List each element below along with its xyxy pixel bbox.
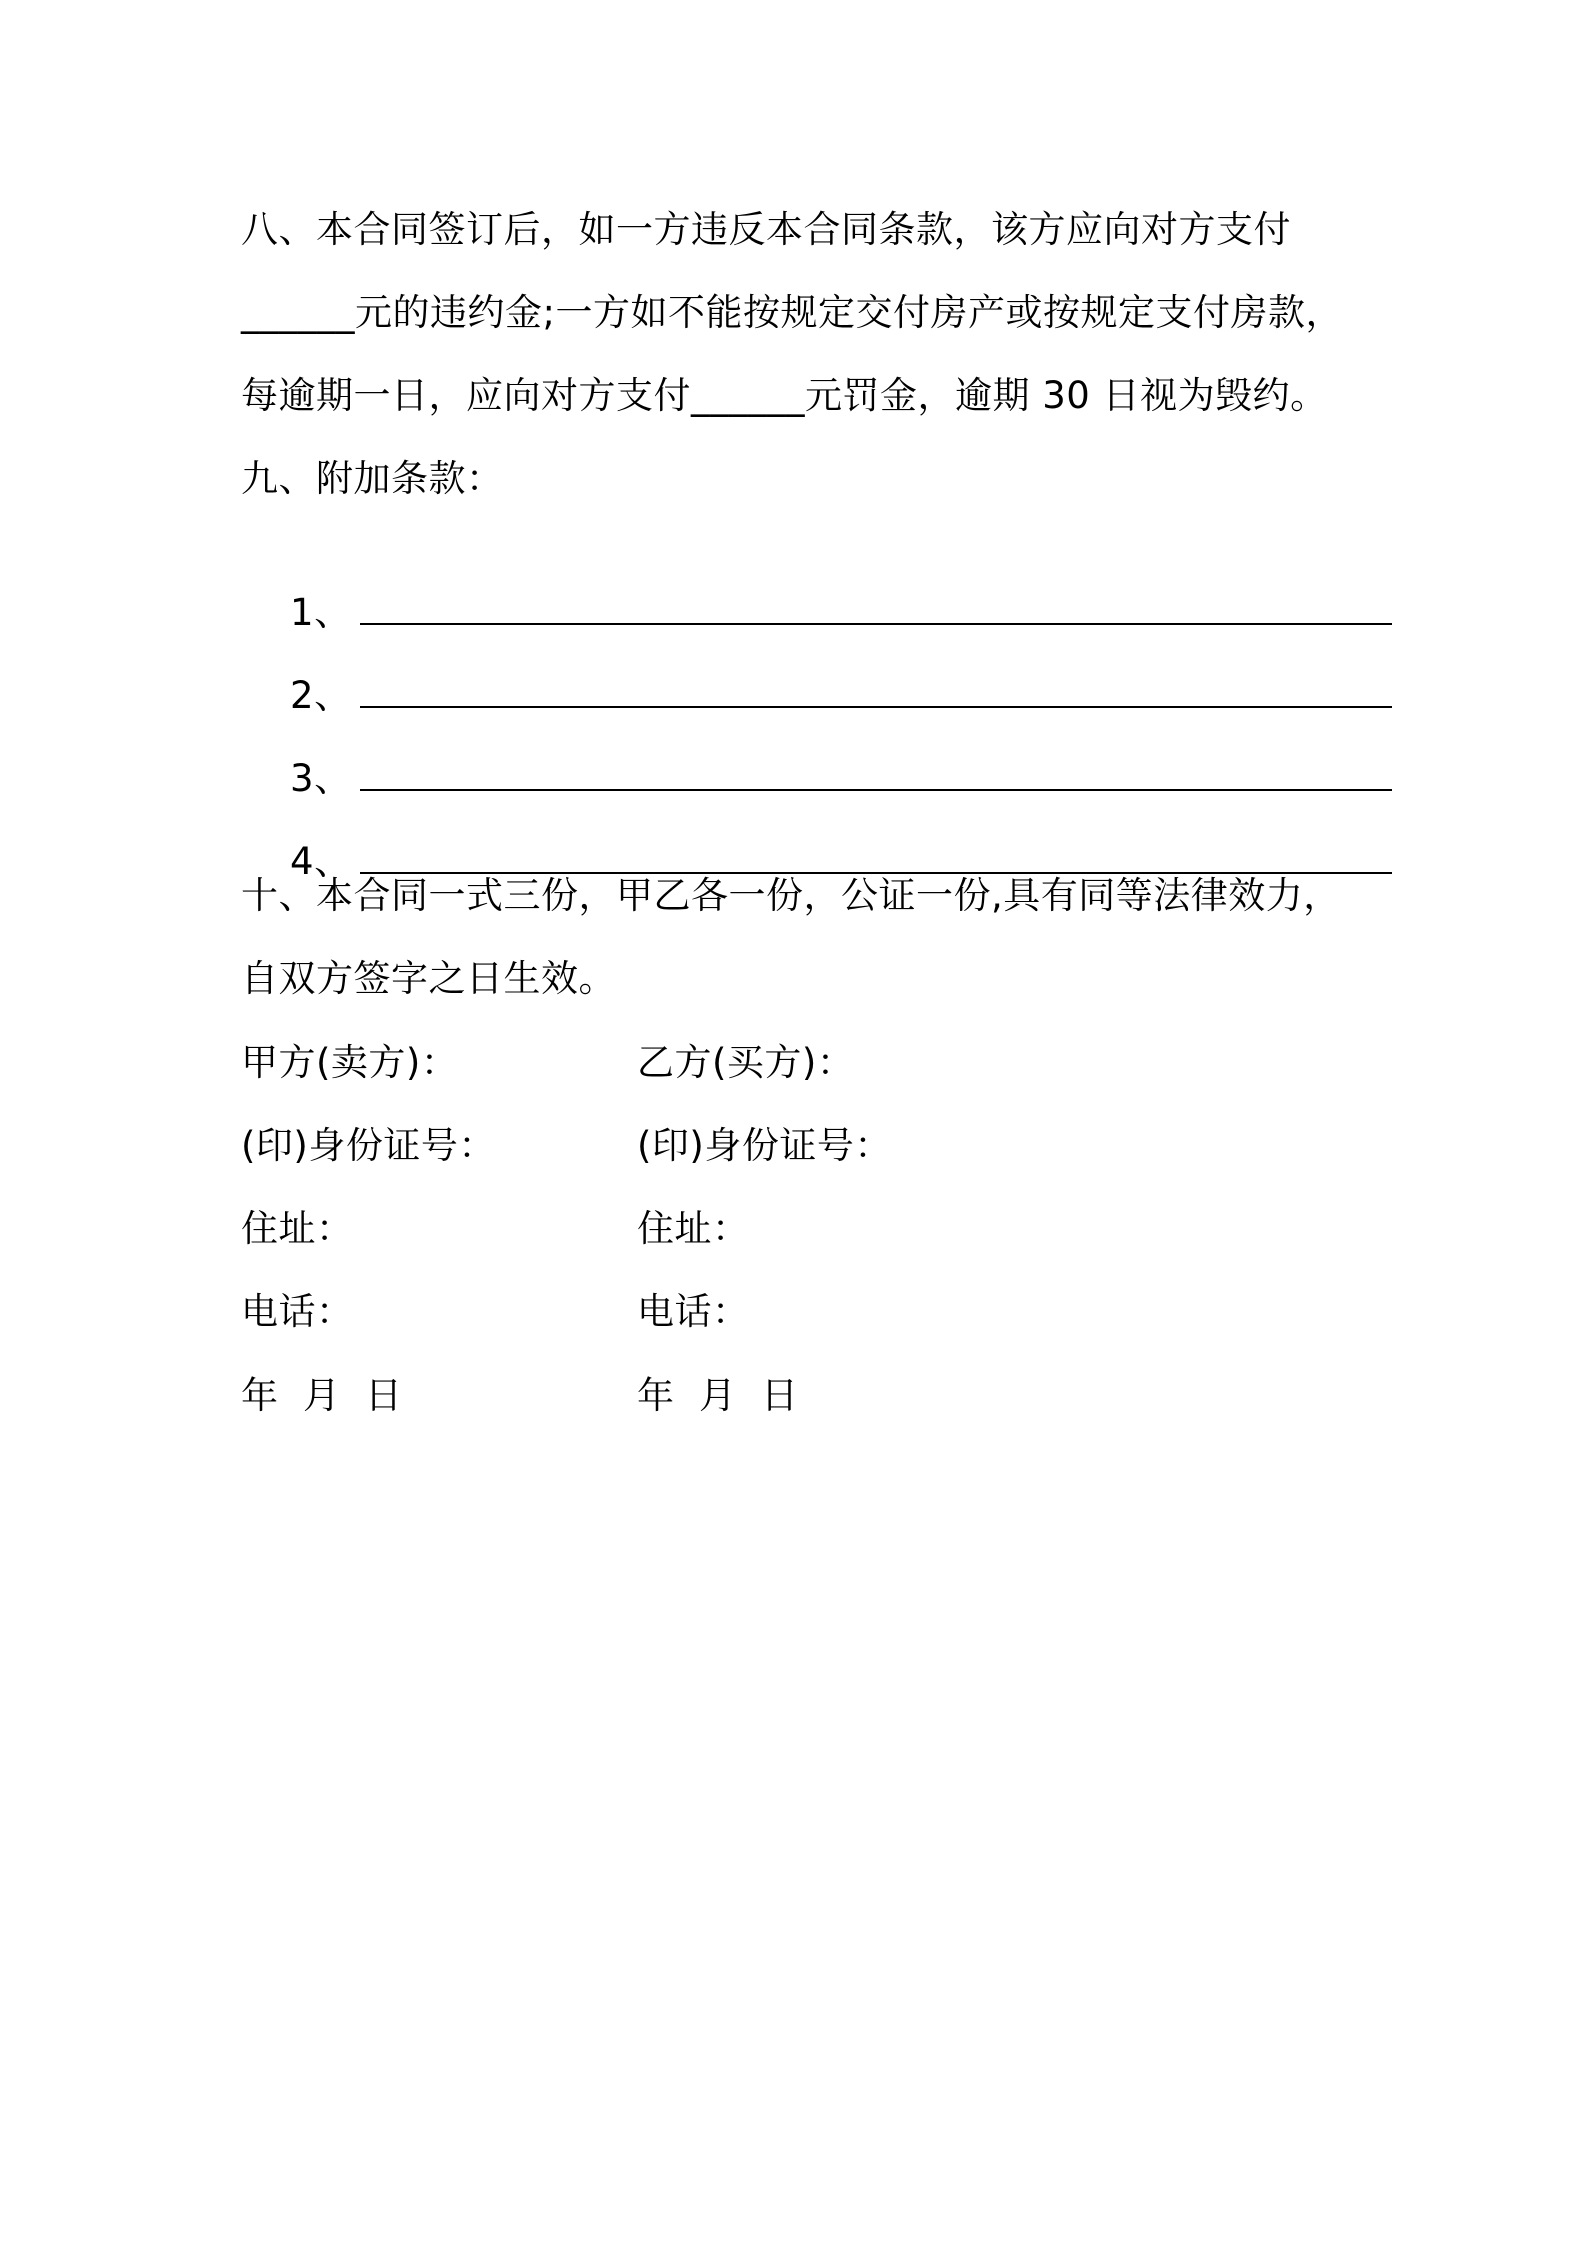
- party-a-phone-label: 电话：: [241, 1290, 354, 1333]
- additional-term-4: [241, 787, 1392, 883]
- additional-term-1: [241, 538, 1392, 634]
- clause-8-line-2: ______元的违约金;一方如不能按规定交付房产或按规定支付房款，: [241, 291, 1343, 334]
- additional-term-number: 1、: [290, 591, 352, 634]
- clause-8-line-3: 每逾期一日，应向对方支付______元罚金，逾期 30 日视为毁约。: [241, 374, 1328, 417]
- party-a-name-label: 甲方(卖方)：: [241, 1041, 459, 1084]
- party-b-address-label: 住址：: [637, 1207, 750, 1250]
- additional-term-2: [241, 621, 1392, 717]
- clause-10-line-1: 十、本合同一式三份，甲乙各一份，公证一份,具有同等法律效力，: [241, 874, 1341, 917]
- fill-in-blank-line: [360, 589, 1392, 625]
- party-b-name-label: 乙方(买方)：: [637, 1041, 855, 1084]
- fill-in-blank-line: [360, 672, 1392, 708]
- fill-in-blank-line: [360, 838, 1392, 874]
- party-b-phone-label: 电话：: [637, 1290, 750, 1333]
- clause-10-line-2: 自双方签字之日生效。: [241, 957, 616, 1000]
- additional-term-3: [241, 704, 1392, 800]
- clause-8-line-1: 八、本合同签订后，如一方违反本合同条款，该方应向对方支付: [241, 208, 1291, 251]
- party-a-address-label: 住址：: [241, 1207, 354, 1250]
- party-a-id-label: (印)身份证号：: [241, 1124, 496, 1167]
- party-a-date-label: 年 月 日: [241, 1374, 403, 1417]
- additional-term-number: 4、: [290, 840, 352, 883]
- party-b-date-label: 年 月 日: [637, 1374, 799, 1417]
- additional-term-number: 3、: [290, 757, 352, 800]
- fill-in-blank-line: [360, 755, 1392, 791]
- additional-term-number: 2、: [290, 674, 352, 717]
- clause-9-title: 九、附加条款：: [241, 457, 504, 500]
- party-b-id-label: (印)身份证号：: [637, 1124, 892, 1167]
